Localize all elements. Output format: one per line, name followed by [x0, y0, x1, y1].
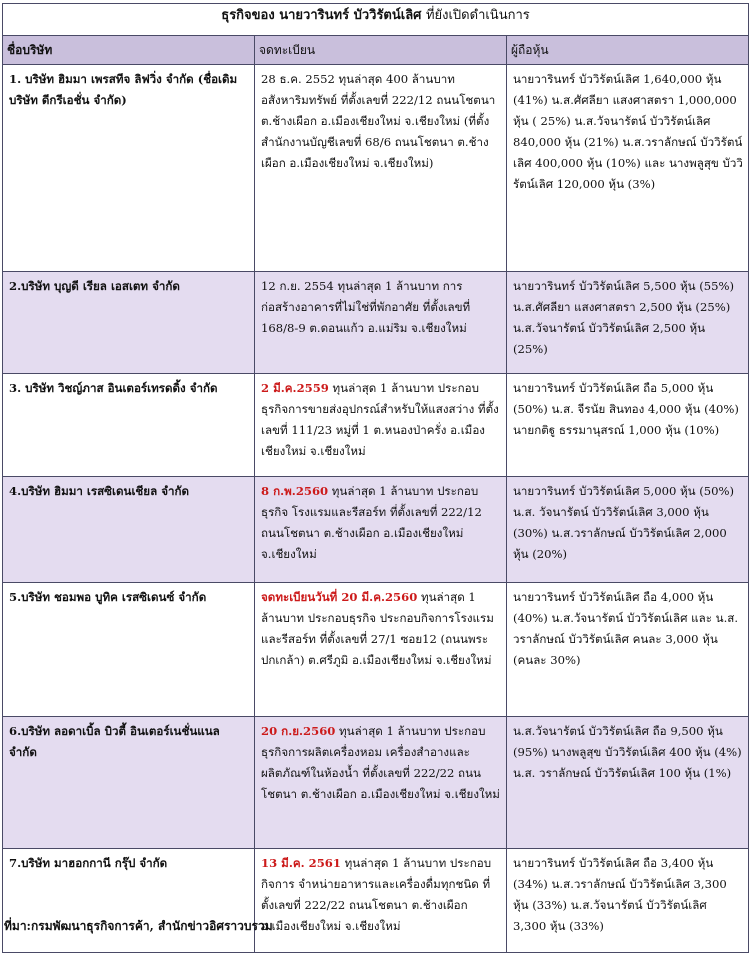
registration-text: ทุนล่าสุด 1 ล้านบาท ประกอบธุรกิจ โรงแรมและรีสอร์ท ที่ตั้งเลขที่ 222/12 ถนนโชตนา ต.ช้างเผือก อ.เมืองเชียงใหม่ จ.เชียงใหม่ — [261, 484, 482, 561]
registration-text: 12 ก.ย. 2554 ทุนล่าสุด 1 ล้านบาท การก่อสร้างอาคารที่ไม่ใช่ที่พักอาศัย ที่ตั้งเลขที่ 168/8-9 ต.ดอนแก้ว อ.แม่ริม จ.เชียงใหม่ — [261, 279, 471, 335]
table-title — [3, 4, 749, 36]
registration-cell — [255, 717, 507, 849]
registration-date: 13 มี.ค. 2561 — [261, 856, 341, 870]
title-row — [3, 4, 749, 36]
company-cell: 3. บริษัท วิชญ์ภาส อินเตอร์เทรดดิ้ง จำกัด — [3, 374, 255, 477]
table-row — [3, 272, 749, 374]
registration-text: 28 ธ.ค. 2552 ทุนล่าสุด 400 ล้านบาท อสังหาริมทรัพย์ ที่ตั้งเลขที่ 222/12 ถนนโชตนา ต.ช้างเผือก อ.เมืองเชียงใหม่ จ.เชียงใหม่ (ที่ตั้งสำนักงานบัญชีเลขที่ 68/6 ถนนโชตนา ต.ช้างเผือก อ.เมืองเชียงใหม่ จ.เชียงใหม่) — [261, 72, 496, 170]
company-cell: 7.บริษัท มาฮอกกานี กรุ๊ป จำกัด — [3, 849, 255, 953]
shareholders-cell: นายวารินทร์ บัววิรัตน์เลิศ 5,000 หุ้น (50%) น.ส. วัจนารัตน์ บัววิรัตน์เลิศ 3,000 หุ้น (30%) น.ส.วราลักษณ์ บัววิรัตน์เลิศ 2,000 หุ้น (20%) — [507, 477, 749, 583]
registration-text: ทุนล่าสุด 1 ล้านบาท ประกอบธุรกิจ ประกอบกิจการโรงแรมและรีสอร์ท ที่ตั้งเลขที่ 27/1 ซอย12 (ถนนพระปกเกล้า) ต.ศรีภูมิ อ.เมืองเชียงใหม่ จ.เชียงใหม่ — [261, 590, 494, 667]
shareholders-cell: นายวารินทร์ บัววิรัตน์เลิศ ถือ 3,400 หุ้น (34%) น.ส.วราลักษณ์ บัววิรัตน์เลิศ 3,300 หุ้น (33%) น.ส.วัจนารัตน์ บัววิรัตน์เลิศ 3,300 หุ้น (33%) — [507, 849, 749, 953]
title-sub: ที่ยังเปิดดำเนินการ — [425, 8, 530, 23]
header-shareholders: ผู้ถือหุ้น — [507, 36, 749, 65]
company-cell: 6.บริษัท ลอดาเบิ้ล บิวตี้ อินเตอร์เนชั่นแนล จำกัด — [3, 717, 255, 849]
header-company: ชื่อบริษัท — [3, 36, 255, 65]
registration-cell — [255, 272, 507, 374]
table-row — [3, 65, 749, 272]
registration-text: ทุนล่าสุด 1 ล้านบาท ประกอบกิจการ จำหน่ายอาหารและเครื่องดื่มทุกชนิด ที่ตั้งเลขที่ 222/22 ถนนโชตนา ต.ช้างเผือก อ.เมืองเชียงใหม่ จ.เชียงใหม่ — [261, 856, 492, 933]
registration-cell — [255, 374, 507, 477]
registration-cell — [255, 583, 507, 717]
table-row — [3, 374, 749, 477]
registration-cell — [255, 477, 507, 583]
source-note: ที่มา:กรมพัฒนาธุรกิจการค้า, สำนักข่าวอิศราวบรวม — [4, 919, 273, 933]
table-row — [3, 583, 749, 717]
shareholders-cell: นายวารินทร์ บัววิรัตน์เลิศ 1,640,000 หุ้น (41%) น.ส.ศัศลียา แสงศาสตรา 1,000,000 หุ้น ( 25%) น.ส.วัจนารัตน์ บัววิรัตน์เลิศ 840,000 หุ้น (21%) น.ส.วราลักษณ์ บัววิรัตน์เลิศ 400,000 หุ้น (10%) และ นางพลูสุข บัววิรัตน์เลิศ 120,000 หุ้น (3%) — [507, 65, 749, 272]
shareholders-cell: น.ส.วัจนารัตน์ บัววิรัตน์เลิศ ถือ 9,500 หุ้น (95%) นางพลูสุข บัววิรัตน์เลิศ 400 หุ้น (4%) น.ส. วราลักษณ์ บัววิรัตน์เลิศ 100 หุ้น (1%) — [507, 717, 749, 849]
registration-date: จดทะเบียนวันที่ 20 มี.ค.2560 — [261, 590, 418, 604]
title-main: ธุรกิจของ นายวารินทร์ บัววิรัตน์เลิศ — [221, 8, 422, 23]
company-cell: 4.บริษัท ฮิมมา เรสซิเดนเชียล จำกัด — [3, 477, 255, 583]
table-row — [3, 477, 749, 583]
registration-cell — [255, 849, 507, 953]
shareholders-cell: นายวารินทร์ บัววิรัตน์เลิศ ถือ 5,000 หุ้น (50%) น.ส. จีรนัย สินทอง 4,000 หุ้น (40%) นายกติฐู ธรรมานุสรณ์ 1,000 หุ้น (10%) — [507, 374, 749, 477]
registration-text: ทุนล่าสุด 1 ล้านบาท ประกอบธุรกิจการผลิตเครื่องหอม เครื่องสำอางและผลิตภัณฑ์ในห้องน้ำ ที่ตั้งเลขที่ 222/22 ถนนโชตนา ต.ช้างเผือก อ.เมืองเชียงใหม่ จ.เชียงใหม่ — [261, 724, 500, 801]
header-row — [3, 36, 749, 65]
shareholders-cell: นายวารินทร์ บัววิรัตน์เลิศ ถือ 4,000 หุ้น (40%) น.ส.วัจนารัตน์ บัววิรัตน์เลิศ และ น.ส. วราลักษณ์ บัววิรัตน์เลิศ คนละ 3,000 หุ้น (คนละ 30%) — [507, 583, 749, 717]
shareholders-cell: นายวารินทร์ บัววิรัตน์เลิศ 5,500 หุ้น (55%) น.ส.ศัศลียา แสงศาสตรา 2,500 หุ้น (25%) น.ส.วัจนารัตน์ บัววิรัตน์เลิศ 2,500 หุ้น (25%) — [507, 272, 749, 374]
company-cell: 2.บริษัท บุญดี เรียล เอสเตท จำกัด — [3, 272, 255, 374]
company-cell: 5.บริษัท ชอมพอ บูทิค เรสซิเดนซ์ จำกัด — [3, 583, 255, 717]
registration-date: 20 ก.ย.2560 — [261, 724, 336, 738]
registration-date: 8 ก.พ.2560 — [261, 484, 329, 498]
table-row — [3, 717, 749, 849]
table-row — [3, 849, 749, 953]
registration-cell — [255, 65, 507, 272]
business-table — [2, 3, 749, 953]
registration-date: 2 มี.ค.2559 — [261, 381, 329, 395]
header-registration: จดทะเบียน — [255, 36, 507, 65]
registration-text: ทุนล่าสุด 1 ล้านบาท ประกอบธุรกิจการขายส่งอุปกรณ์สำหรับให้แสงสว่าง ที่ตั้งเลขที่ 111/23 หมู่ที่ 1 ต.หนองป่าครั่ง อ.เมืองเชียงใหม่ จ.เชียงใหม่ — [261, 381, 499, 458]
company-cell: 1. บริษัท ฮิมมา เพรสทีจ ลิฟวิ่ง จำกัด (ชื่อเดิม บริษัท ดีกรีเอชั่น จำกัด) — [3, 65, 255, 272]
